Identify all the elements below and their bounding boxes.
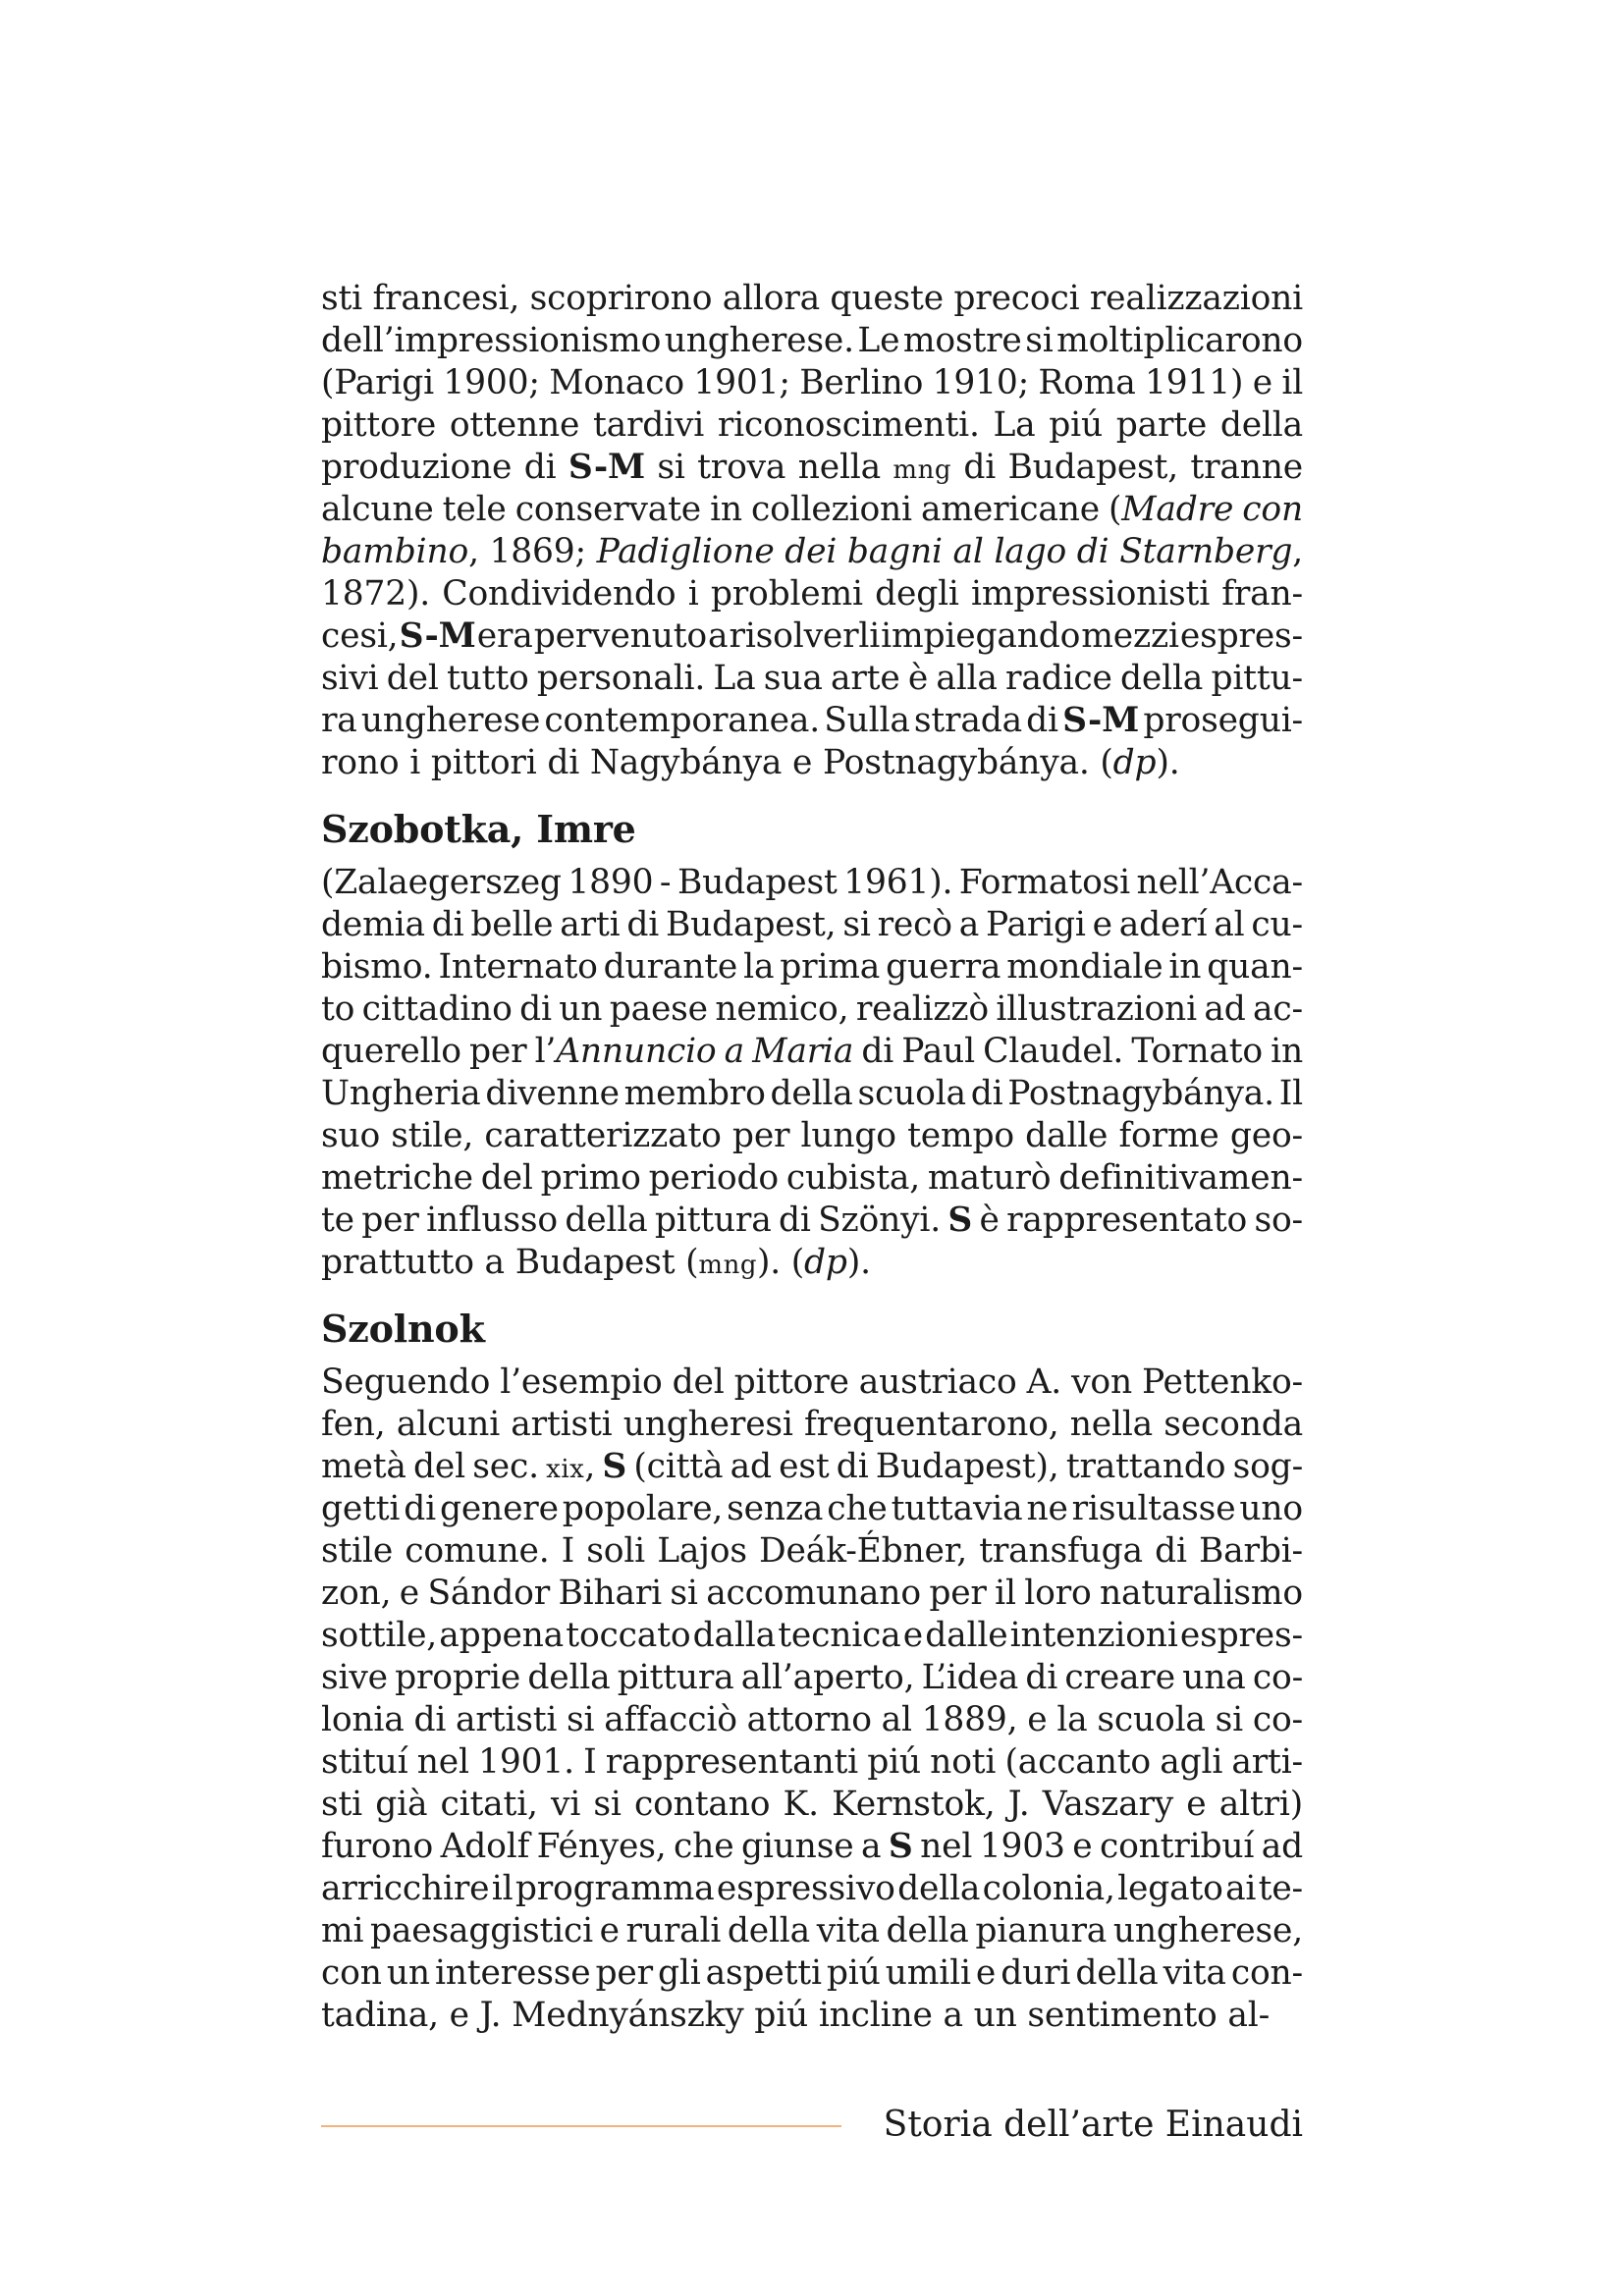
text-run: rono i pittori di Nagybánya e Postnagybánya. ( [321, 743, 1113, 782]
text-run: querello per l’ [321, 1032, 557, 1071]
text-run: sottile, appena toccato dalla tecnica e dalle intenzioni espres- [321, 1616, 1303, 1655]
text-run: di Budapest, tranne [950, 448, 1303, 487]
text-run: ). [1156, 743, 1180, 782]
text-run: alcune tele conservate in collezioni americane ( [321, 490, 1122, 529]
text-run: Seguendo l’esempio del pittore austriaco A. von Pettenko- [321, 1362, 1303, 1402]
text-line [321, 1573, 1303, 1615]
text-run: suo stile, caratterizzato per lungo tempo dalle forme geo- [321, 1116, 1303, 1155]
text-run: era pervenuto a risolverli impiegando mezzi espres- [475, 616, 1304, 656]
text-line [321, 1115, 1303, 1157]
text-line [321, 362, 1303, 404]
text-line [321, 1073, 1303, 1115]
italic-text: Madre con [1121, 490, 1304, 529]
text-line [321, 1530, 1303, 1573]
text-line [321, 1826, 1303, 1868]
text-run: bismo. Internato durante la prima guerra mondiale in quan- [321, 947, 1304, 987]
small-caps-text: mng [893, 455, 951, 485]
text-run: sivi del tutto personali. La sua arte è alla radice della pittu- [321, 659, 1303, 698]
text-column [321, 278, 1303, 2037]
text-run: pittore ottenne tardivi riconoscimenti. La piú parte della [321, 405, 1303, 445]
text-run: nel 1903 e contribuí ad [912, 1827, 1303, 1866]
italic-text: dp [804, 1243, 847, 1282]
bold-abbreviation: S [602, 1447, 627, 1486]
entry-body-szobotka [321, 862, 1303, 1284]
text-run: te per influsso della pittura di Szönyi. [321, 1201, 948, 1240]
bold-abbreviation: S-M [1062, 701, 1140, 740]
italic-text: Padiglione dei bagni al lago di Starnberg [596, 532, 1293, 571]
text-run: cesi, [321, 616, 400, 656]
text-run: stituí nel 1901. I rappresentanti piú noti (accanto agli arti- [321, 1742, 1304, 1782]
bold-abbreviation: S-M [399, 616, 476, 656]
text-run: mi paesaggistici e rurali della vita della pianura ungherese, [321, 1911, 1303, 1950]
text-line [321, 278, 1303, 320]
text-run: ). ( [756, 1243, 805, 1282]
text-line [321, 1995, 1303, 2037]
text-line [321, 615, 1303, 658]
text-run: metriche del primo periodo cubista, maturò definitivamen- [321, 1158, 1303, 1198]
bold-abbreviation: S-M [568, 448, 645, 487]
text-run: , [1292, 532, 1304, 571]
italic-text: bambino [321, 532, 469, 571]
text-line [321, 1362, 1303, 1404]
text-run: sti già citati, vi si contano K. Kernstok, J. Vaszary e altri) [321, 1785, 1303, 1824]
text-line [321, 573, 1303, 615]
text-line [321, 1699, 1303, 1741]
bold-abbreviation: S [888, 1827, 913, 1866]
text-line [321, 1910, 1303, 1952]
text-run: zon, e Sándor Bihari si accomunano per il loro naturalismo [321, 1574, 1303, 1613]
text-run: demia di belle arti di Budapest, si recò a Parigi e aderí al cu- [321, 905, 1303, 944]
text-run: (Parigi 1900; Monaco 1901; Berlino 1910; Roma 1911) e il [321, 363, 1304, 402]
text-line [321, 658, 1303, 700]
text-run: (Zalaegerszeg 1890 - Budapest 1961). Formatosi nell’Acca- [321, 863, 1304, 902]
text-run: si trova nella [644, 448, 893, 487]
text-run: prattutto a Budapest ( [321, 1243, 699, 1282]
text-run: , 1869; [468, 532, 597, 571]
text-run: prosegui- [1139, 701, 1304, 740]
text-line [321, 1741, 1303, 1784]
entry-heading-szolnok: Szolnok [321, 1307, 485, 1351]
text-line [321, 1488, 1303, 1530]
small-caps-text: mng [698, 1251, 757, 1280]
text-line [321, 700, 1303, 742]
text-line [321, 946, 1303, 988]
text-run: ra ungherese contemporanea. Sulla strada di [321, 701, 1063, 740]
text-run: (città ad est di Budapest), trattando sog- [626, 1447, 1304, 1486]
text-line [321, 1446, 1303, 1488]
entry-heading-szobotka: Szobotka, Imre [321, 807, 636, 851]
text-line [321, 904, 1303, 946]
text-run: sive proprie della pittura all’aperto, L’idea di creare una co- [321, 1658, 1304, 1697]
text-line [321, 489, 1303, 531]
text-run: con un interesse per gli aspetti piú umili e duri della vita con- [321, 1953, 1303, 1993]
text-line [321, 1952, 1303, 1995]
text-run: lonia di artisti si affacciò attorno al 1889, e la scuola si co- [321, 1700, 1303, 1739]
text-line [321, 1615, 1303, 1657]
text-line [321, 1031, 1303, 1073]
text-line [321, 1868, 1303, 1910]
text-line [321, 404, 1303, 447]
text-run: arricchire il programma espressivo della colonia, legato ai te- [321, 1869, 1303, 1908]
text-run: di Paul Claudel. Tornato in [853, 1032, 1303, 1071]
text-line [321, 1242, 1303, 1284]
text-run: sti francesi, scoprirono allora queste precoci realizzazioni [321, 279, 1303, 318]
italic-text: dp [1112, 743, 1157, 782]
text-line [321, 1157, 1303, 1200]
small-caps-text: xix [546, 1455, 585, 1484]
text-line [321, 447, 1303, 489]
text-run: getti di genere popolare, senza che tuttavia ne risultasse uno [321, 1489, 1304, 1528]
italic-text: Annuncio a Maria [556, 1032, 854, 1071]
text-line [321, 988, 1303, 1031]
text-run: metà del sec. [321, 1447, 547, 1486]
footer-publisher-title: Storia dell’arte Einaudi [883, 2105, 1303, 2145]
text-line [321, 862, 1303, 904]
text-line [321, 531, 1303, 573]
text-line [321, 1404, 1303, 1446]
text-run: Ungheria divenne membro della scuola di Postnagybánya. Il [321, 1074, 1303, 1113]
text-run: , [584, 1447, 603, 1486]
text-run: stile comune. I soli Lajos Deák-Ébner, transfuga di Barbi- [321, 1531, 1303, 1571]
page-footer [321, 2101, 1303, 2150]
text-run: è rappresentato so- [972, 1201, 1303, 1240]
text-line [321, 1657, 1303, 1699]
text-run: 1872). Condividendo i problemi degli impressionisti fran- [321, 574, 1303, 614]
paragraph-continuation [321, 278, 1303, 784]
text-run: ). [846, 1243, 871, 1282]
text-run: fen, alcuni artisti ungheresi frequentarono, nella seconda [321, 1405, 1303, 1444]
text-line [321, 320, 1303, 362]
text-line [321, 1784, 1303, 1826]
text-line [321, 1200, 1303, 1242]
entry-body-szolnok [321, 1362, 1303, 2037]
text-run: furono Adolf Fényes, che giunse a [321, 1827, 889, 1866]
bold-abbreviation: S [947, 1201, 973, 1240]
text-run: dell’impressionismo ungherese. Le mostre si moltiplicarono [321, 321, 1303, 360]
text-run: produzione di [321, 448, 568, 487]
text-line [321, 742, 1303, 784]
text-run: to cittadino di un paese nemico, realizzò illustrazioni ad ac- [321, 989, 1303, 1029]
footer-rule [321, 2125, 841, 2127]
text-run: tadina, e J. Mednyánszky piú incline a un sentimento al- [321, 1996, 1271, 2035]
